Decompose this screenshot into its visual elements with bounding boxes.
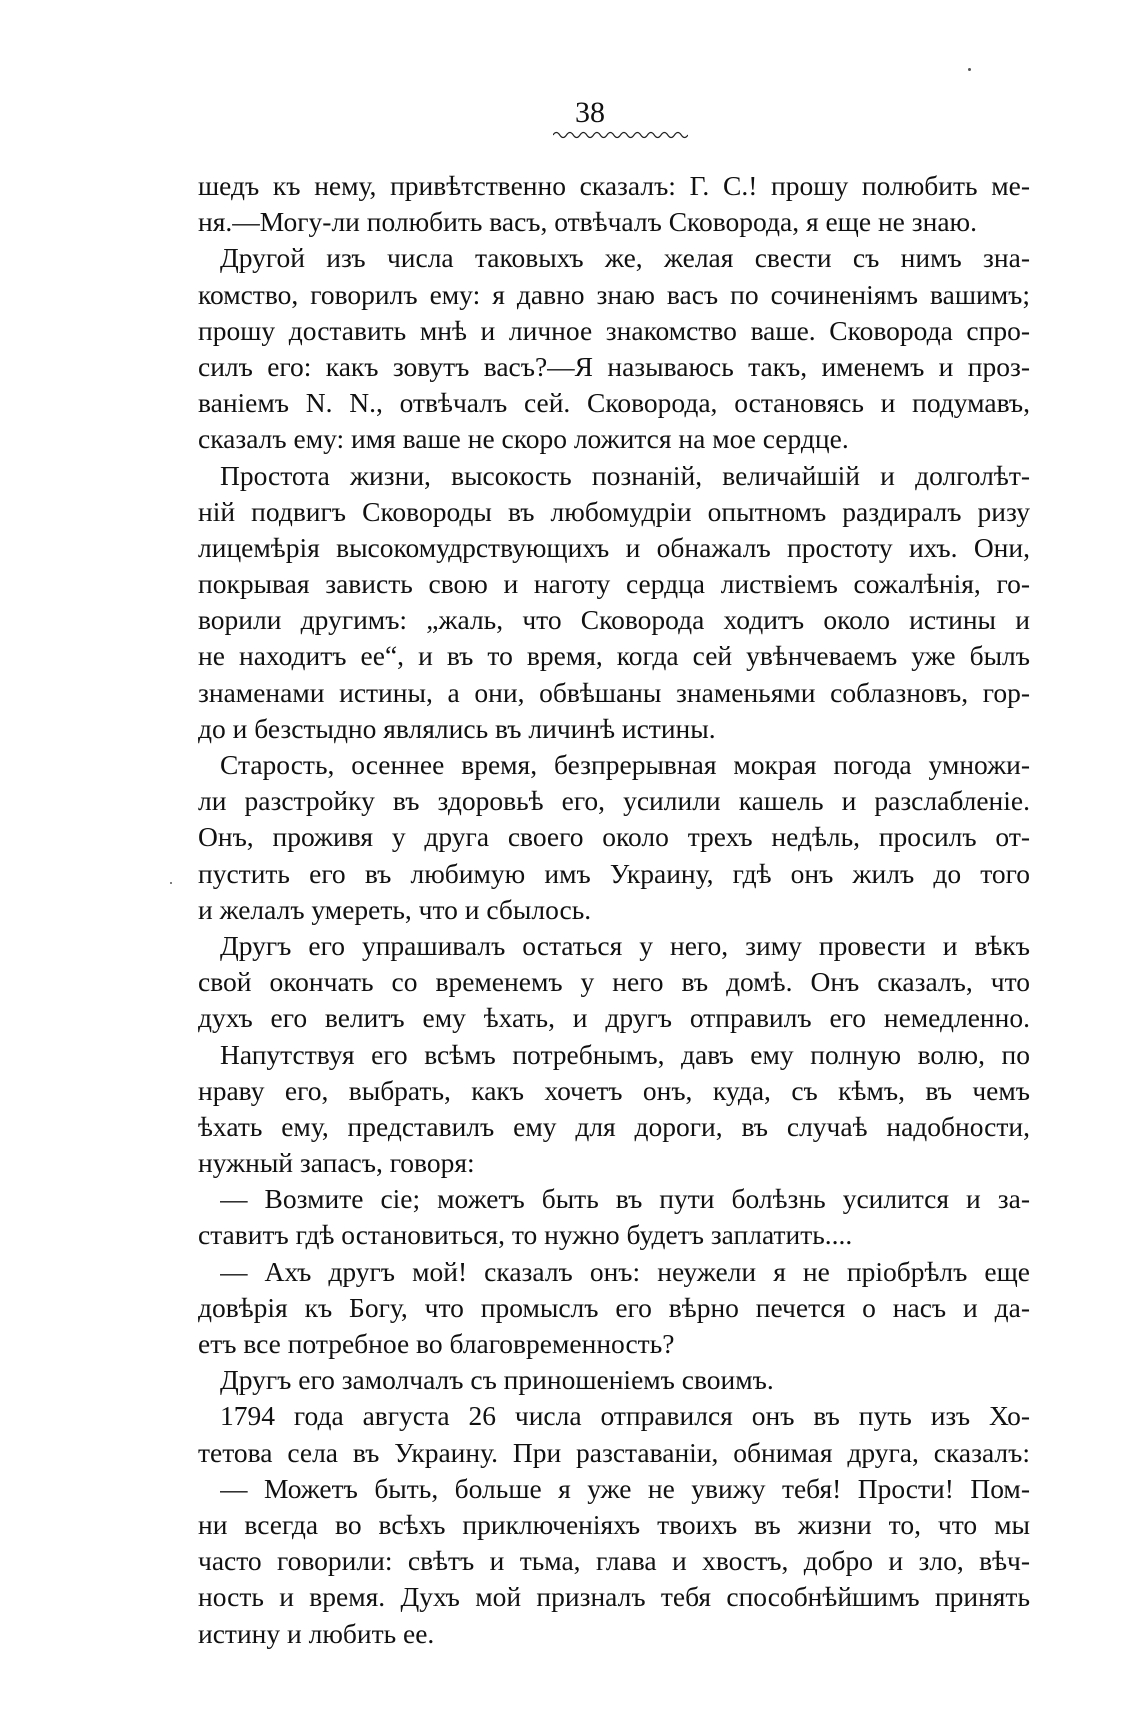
text-line: силъ его: какъ зовутъ васъ?—Я называюсь такъ, именемъ и проз- [198,350,1030,382]
body-text [198,168,1030,1652]
text-line: ни всегда во всѣхъ приключеніяхъ твоихъ въ жизни то, что мы [198,1508,1030,1540]
text-line: Простота жизни, высокость познаній, величайшій и долголѣт- [220,459,1030,491]
text-line: покрывая зависть свою и наготу сердца листвіемъ сожалѣнія, го- [198,568,1030,600]
text-line: Онъ, проживя у друга своего около трехъ недѣль, просилъ от- [198,821,1030,853]
text-line: шедъ къ нему, привѣтственно сказалъ: Г. С.! прошу полюбить ме- [198,170,1030,201]
text-line: пустить его въ любимую имъ Украину, гдѣ онъ жилъ до того [198,857,1030,889]
text-line: Другъ его упрашивалъ остаться у него, зиму провести и вѣкъ [220,929,1030,961]
text-line: — Ахъ другъ мой! сказалъ онъ: неужели я не пріобрѣлъ еще [220,1255,1030,1287]
wavy-ornament-icon [553,130,688,140]
text-line: — Можетъ быть, больше я уже не увижу тебя! Прости! Пом- [220,1472,1030,1504]
text-line: часто говорили: свѣтъ и тьма, глава и хвостъ, добро и зло, вѣч- [198,1545,1030,1577]
text-line: Другой изъ числа таковыхъ же, желая свести съ нимъ зна- [220,242,1030,274]
text-line: духъ его велитъ ему ѣхать, и другъ отправилъ его немедленно. [198,1002,1030,1034]
text-line: Напутствуя его всѣмъ потребнымъ, давъ ему полную волю, по [220,1038,1030,1070]
text-line: тетова села въ Украину. При разставаніи, обнимая друга, сказалъ: [198,1436,1030,1468]
text-line: ли разстройку въ здоровьѣ его, усилили кашель и разслабленіе. [198,785,1030,817]
text-line: ность и время. Духъ мой призналъ тебя способнѣйшимъ принять [198,1581,1030,1613]
text-line: сказалъ ему: имя ваше не скоро ложится на мое сердце. [198,423,849,455]
print-speck [968,68,971,71]
text-line: лицемѣрія высокомудрствующихъ и обнажалъ простоту ихъ. Они, [198,531,1030,563]
text-line: до и безстыдно являлись въ личинѣ истины. [198,712,716,744]
text-line: прошу доставить мнѣ и личное знакомство ваше. Сковорода спро- [198,314,1030,346]
text-line: ставитъ гдѣ остановиться, то нужно будетъ заплатить.... [198,1219,853,1251]
text-line: довѣрія къ Богу, что промыслъ его вѣрно печется о насъ и да- [198,1291,1030,1323]
text-line: Старость, осеннее время, безпрерывная мокрая погода умножи- [220,749,1030,780]
text-line: 1794 года августа 26 числа отправился онъ въ путь изъ Хо- [220,1400,1030,1432]
text-line: етъ все потребное во благовременность? [198,1328,675,1359]
text-line: и желалъ умереть, что и сбылось. [198,893,592,925]
text-line: свой окончать со временемъ у него въ домѣ. Онъ сказалъ, что [198,966,1030,998]
text-line: Другъ его замолчалъ съ приношеніемъ своимъ. [220,1364,774,1396]
text-line: ворили другимъ: „жаль, что Сковорода ходитъ около истины и [198,604,1030,636]
text-line: — Возмите сіе; можетъ быть въ пути болѣзнь усилится и за- [220,1183,1030,1215]
text-line: ѣхать ему, представилъ ему для дороги, въ случаѣ надобности, [198,1110,1030,1142]
text-line: ня.—Могу-ли полюбить васъ, отвѣчалъ Сковорода, я еще не знаю. [198,206,977,238]
text-line: не находитъ ее“, и въ то время, когда сей увѣнчеваемъ уже былъ [198,640,1030,672]
text-line: ваніемъ N. N., отвѣчалъ сей. Сковорода, остановясь и подумавъ, [198,387,1030,419]
text-line: ній подвигъ Сковороды въ любомудріи опытномъ раздиралъ ризу [198,495,1030,527]
text-line: нраву его, выбрать, какъ хочетъ онъ, куда, съ кѣмъ, въ чемъ [198,1074,1030,1106]
text-line: истину и любить ее. [198,1617,435,1649]
text-line: комство, говорилъ ему: я давно знаю васъ по сочиненіямъ вашимъ; [198,278,1030,310]
page-number: 38 [575,96,605,129]
text-line: знаменами истины, а они, обвѣшаны знаменьями соблазновъ, гор- [198,676,1030,708]
print-speck [170,882,172,884]
text-line: нужный запасъ, говоря: [198,1147,475,1179]
